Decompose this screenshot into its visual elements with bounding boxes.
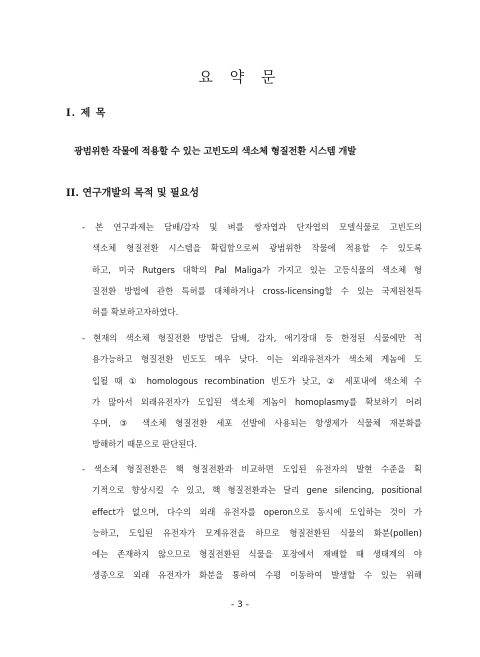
paragraph-line: 가 많아서 외래유전자가 도입된 색소체 게놈이 homoplasmy를 확보하기 어려 bbox=[92, 396, 422, 407]
paragraph-line: 방해하기 때문으로 판단된다. bbox=[92, 439, 198, 450]
paragraph-line: 능하고, 도입된 유전자가 모계유전을 하므로 형질전환된 식물의 화분(pollen) bbox=[92, 527, 422, 538]
project-title: 광범위한 작물에 적용할 수 있는 고빈도의 색소체 형질전환 시스템 개발 bbox=[74, 146, 356, 157]
paragraph-line: 우며, ③ 색소체 형질전환 세포 선발에 사용되는 항생제가 식물체 재분화를 bbox=[92, 418, 422, 429]
paragraph-line: 용가능하고 형질전환 빈도도 매우 낮다. 이는 외래유전자가 색소체 게놈에 도 bbox=[92, 354, 422, 365]
paragraph-line: effect가 없으며, 다수의 외래 유전자를 operon으로 동시에 도입하는 것이 가 bbox=[92, 506, 422, 517]
paragraph-line: 하고, 미국 Rutgers 대학의 Pal Maliga가 가지고 있는 고등식물의 색소체 형 bbox=[92, 264, 422, 275]
paragraph-1 bbox=[82, 217, 422, 323]
paragraph-3 bbox=[82, 459, 422, 587]
paragraph-line: 생종으로 외래 유전자가 화분을 통하여 수평 이동하여 발생할 수 있는 위해 bbox=[92, 570, 422, 581]
paragraph-line: 기적으로 향상시킬 수 있고, 핵 형질전환과는 달리 gene silencing, positional bbox=[92, 485, 422, 496]
paragraph-line: - 색소체 형질전환은 핵 형질전환과 비교하면 도입된 유전자의 발현 수준을 획 bbox=[82, 464, 422, 474]
paragraph-line: 색소체 형질전환 시스템을 확립함으로써 광범위한 작물에 적용할 수 있도록 bbox=[92, 243, 422, 254]
paragraph-line: 질전환 방법에 관한 특허를 대체하거나 cross-licensing할 수 있는 국제원천특 bbox=[92, 285, 422, 296]
paragraph-line: 허를 확보하고자하였다. bbox=[92, 307, 179, 318]
paragraph-line: - 현재의 색소체 형질전환 방법은 담배, 감자, 애기장대 등 한정된 식물에만 적 bbox=[82, 333, 422, 343]
paragraph-line: 에는 존재하지 않으므로 형질전환된 식물을 포장에서 재배할 때 생태계의 야 bbox=[92, 549, 422, 560]
page-number: - 3 - bbox=[231, 600, 249, 610]
section-heading-purpose: II. 연구개발의 목적 및 필요성 bbox=[66, 188, 200, 199]
paragraph-line: 입될 때 ① homologous recombination 빈도가 낮고, ② 세포내에 색소체 수 bbox=[92, 375, 422, 386]
section-heading-title: I. 제 목 bbox=[66, 108, 107, 119]
paragraph-line: - 본 연구과제는 담배/감자 및 벼를 쌍자엽과 단자엽의 모델식물로 고빈도의 bbox=[82, 222, 422, 232]
paragraph-2 bbox=[82, 328, 422, 456]
page-title: 요 약 문 bbox=[198, 68, 282, 86]
